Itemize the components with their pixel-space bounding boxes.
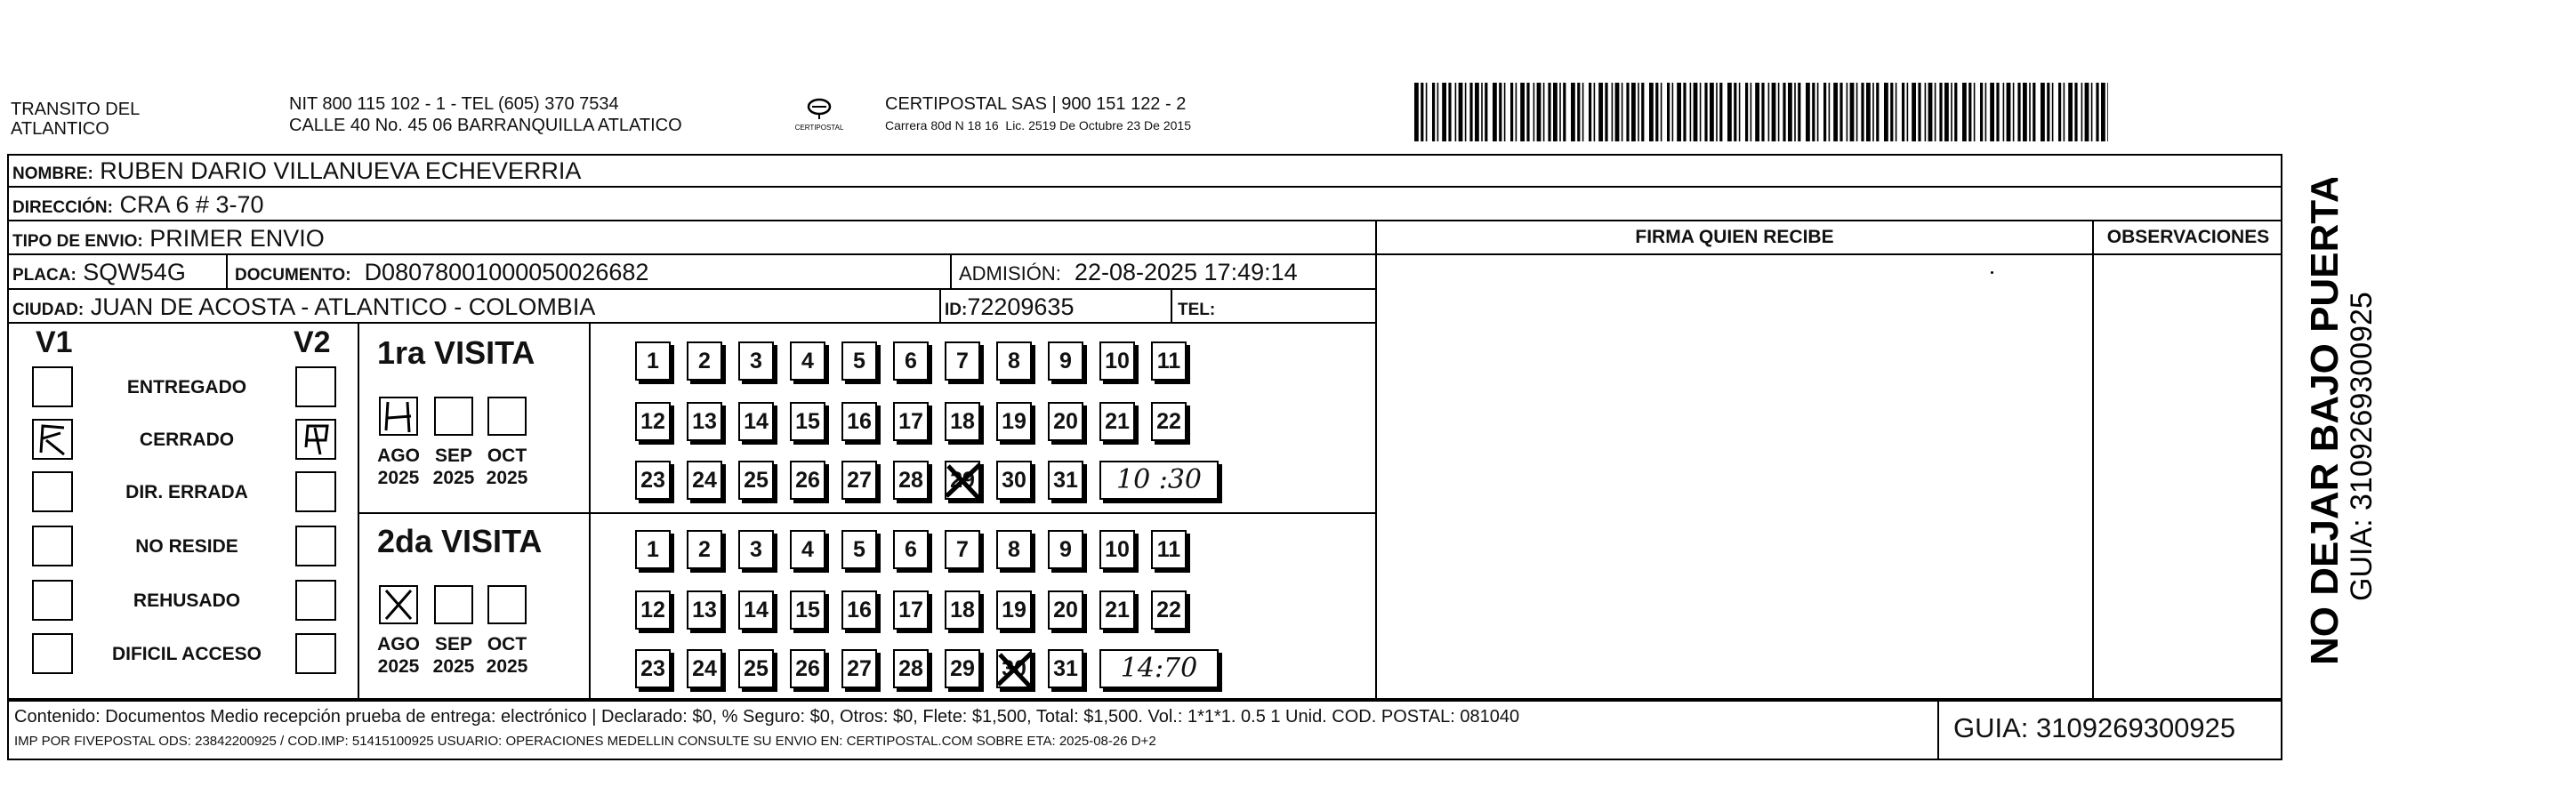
v1-checkbox[interactable] (32, 580, 73, 621)
v1-checkbox[interactable] (32, 419, 73, 460)
day-box[interactable]: 24 (687, 461, 722, 500)
month-checkbox[interactable] (379, 397, 418, 436)
day-box[interactable]: 9 (1048, 530, 1083, 569)
day-box[interactable]: 29 (945, 649, 980, 688)
v2-checkbox[interactable] (295, 419, 336, 460)
day-box[interactable]: 17 (893, 590, 929, 630)
day-box[interactable]: 14 (738, 590, 774, 630)
nombre-label: NOMBRE: (12, 165, 93, 183)
footer-guia: GUIA: 3109269300925 (1953, 712, 2236, 743)
day-box[interactable]: 25 (738, 649, 774, 688)
day-box[interactable]: 22 (1151, 590, 1187, 630)
day-box[interactable]: 4 (790, 341, 825, 381)
footer-contenido: Contenido: Documentos Medio recepción prueba de entrega: electrónico | Declarado: $0, % Seguro: $0, Otros: $0, Flete: $1,500, Total: $1,500. Vol.: 1*1*1. 0.5 1 Unid. COD. POSTAL: 081040 (14, 707, 1520, 727)
day-box[interactable]: 6 (893, 341, 929, 381)
v2-checkbox[interactable] (295, 366, 336, 407)
day-box[interactable]: 10 (1099, 341, 1135, 381)
v2-header: V2 (294, 325, 331, 359)
documento-value: D08078001000050026682 (364, 259, 649, 285)
v1-checkbox[interactable] (32, 366, 73, 407)
handwritten-time: 14:70 (1099, 649, 1219, 688)
logo-text: CERTIPOSTAL (794, 124, 844, 132)
day-box[interactable]: 24 (687, 649, 722, 688)
row-direccion (7, 188, 2282, 221)
day-box[interactable]: 28 (893, 461, 929, 500)
v1-checkbox[interactable] (32, 526, 73, 566)
v1-checkbox[interactable] (32, 633, 73, 674)
day-strike-mark (941, 457, 986, 503)
day-box[interactable]: 23 (635, 649, 671, 688)
direccion-label: DIRECCIÓN: (12, 198, 113, 217)
day-box[interactable]: 1 (635, 530, 671, 569)
id-value: 72209635 (967, 293, 1075, 320)
status-label: REHUSADO (133, 590, 241, 611)
day-box[interactable]: 28 (893, 649, 929, 688)
day-box[interactable]: 27 (841, 461, 877, 500)
direccion-value: CRA 6 # 3-70 (119, 191, 264, 218)
day-box[interactable]: 13 (687, 590, 722, 630)
row-ciudad (7, 290, 1375, 324)
row-nombre (7, 154, 2282, 188)
day-box[interactable]: 29 (945, 461, 980, 500)
signature-area (1375, 221, 2282, 700)
tel-label: TEL: (1178, 301, 1216, 319)
month-checkbox[interactable] (487, 585, 527, 624)
month-label: OCT 2025 (486, 446, 528, 488)
footer-box (7, 700, 2282, 760)
day-box[interactable]: 27 (841, 649, 877, 688)
footer-imp: IMP POR FIVEPOSTAL ODS: 23842200925 / COD.IMP: 51415100925 USUARIO: OPERACIONES MEDELLIN CONSULTE SU ENVIO EN: CERTIPOSTAL.COM SOBRE ETA: 2025-08-26 D+2 (14, 734, 1156, 749)
side-guia-text: GUIA: 3109269300925 (2345, 292, 2379, 601)
day-box[interactable]: 19 (996, 590, 1032, 630)
day-box[interactable]: 15 (790, 590, 825, 630)
no-dejar-text: NO DEJAR BAJO PUERTA (2303, 178, 2347, 665)
day-box[interactable]: 31 (1048, 461, 1083, 500)
status-label: NO RESIDE (135, 536, 238, 557)
certipostal-logo (770, 94, 868, 133)
month-checkbox[interactable] (434, 397, 473, 436)
tipo-value: PRIMER ENVIO (149, 225, 325, 252)
side-text (2291, 178, 2389, 667)
status-label: DIR. ERRADA (125, 482, 248, 502)
day-box[interactable]: 15 (790, 402, 825, 441)
day-box[interactable]: 20 (1048, 590, 1083, 630)
day-box[interactable]: 12 (635, 590, 671, 630)
day-box[interactable]: 2 (687, 530, 722, 569)
day-box[interactable]: 26 (790, 649, 825, 688)
barcode (1414, 83, 2108, 141)
day-box[interactable]: 3 (738, 341, 774, 381)
day-box[interactable]: 21 (1099, 590, 1135, 630)
day-box[interactable]: 4 (790, 530, 825, 569)
documento-label: DOCUMENTO: (235, 266, 351, 285)
month-label: OCT 2025 (486, 634, 528, 677)
ink-dot (1991, 271, 1993, 274)
day-box[interactable]: 6 (893, 530, 929, 569)
status-label: DIFICIL ACCESO (111, 644, 262, 664)
day-box[interactable]: 8 (996, 341, 1032, 381)
day-box[interactable]: 2 (687, 341, 722, 381)
company-detail: Carrera 80d N 18 16 Lic. 2519 De Octubre 23 De 2015 (885, 118, 1191, 132)
v2-checkbox[interactable] (295, 633, 336, 674)
day-box[interactable]: 20 (1048, 402, 1083, 441)
day-box[interactable]: 18 (945, 402, 980, 441)
month-label: AGO 2025 (377, 634, 420, 677)
day-box[interactable]: 11 (1151, 341, 1187, 381)
day-box[interactable]: 30 (996, 649, 1032, 688)
day-box[interactable]: 16 (841, 590, 877, 630)
day-box[interactable]: 17 (893, 402, 929, 441)
month-checkbox[interactable] (434, 585, 473, 624)
day-box[interactable]: 30 (996, 461, 1032, 500)
placa-label: PLACA: (12, 266, 76, 285)
day-box[interactable]: 22 (1151, 402, 1187, 441)
day-box[interactable]: 10 (1099, 530, 1135, 569)
day-box[interactable]: 25 (738, 461, 774, 500)
handwritten-mark (297, 421, 334, 458)
day-box[interactable]: 21 (1099, 402, 1135, 441)
handwritten-mark (34, 421, 71, 458)
month-checkbox[interactable] (379, 585, 418, 624)
admision-value: 22-08-2025 17:49:14 (1074, 259, 1298, 285)
day-box[interactable]: 16 (841, 402, 877, 441)
day-box[interactable]: 13 (687, 402, 722, 441)
day-box[interactable]: 31 (1048, 649, 1083, 688)
day-box[interactable]: 23 (635, 461, 671, 500)
placa-value: SQW54G (83, 259, 186, 285)
visit-title: 2da VISITA (377, 523, 543, 559)
v2-checkbox[interactable] (295, 580, 336, 621)
month-label: AGO 2025 (377, 446, 420, 488)
admision-label: ADMISIÓN: (959, 262, 1061, 285)
month-checkbox[interactable] (487, 397, 527, 436)
handwritten-time: 10 :30 (1099, 461, 1219, 500)
day-box[interactable]: 19 (996, 402, 1032, 441)
observaciones-label: OBSERVACIONES (2094, 221, 2282, 255)
day-box[interactable]: 7 (945, 530, 980, 569)
nombre-value: RUBEN DARIO VILLANUEVA ECHEVERRIA (100, 157, 582, 184)
row-tipo (7, 221, 1375, 255)
v2-checkbox[interactable] (295, 526, 336, 566)
day-box[interactable]: 12 (635, 402, 671, 441)
tipo-label: TIPO DE ENVIO: (12, 232, 143, 251)
v2-checkbox[interactable] (295, 471, 336, 512)
ciudad-value: JUAN DE ACOSTA - ATLANTICO - COLOMBIA (90, 293, 596, 320)
v1-checkbox[interactable] (32, 471, 73, 512)
day-box[interactable]: 5 (841, 341, 877, 381)
row-placa (7, 255, 1375, 290)
status-label: CERRADO (139, 430, 235, 450)
company-name: CERTIPOSTAL SAS | 900 151 122 - 2 (885, 94, 1187, 114)
day-box[interactable]: 7 (945, 341, 980, 381)
day-box[interactable]: 5 (841, 530, 877, 569)
day-box[interactable]: 9 (1048, 341, 1083, 381)
id-label: ID: (945, 301, 968, 319)
month-label: SEP 2025 (432, 446, 475, 488)
day-box[interactable]: 3 (738, 530, 774, 569)
sender-name: TRANSITO DEL ATLANTICO (11, 100, 141, 139)
day-box[interactable]: 18 (945, 590, 980, 630)
month-label: SEP 2025 (432, 634, 475, 677)
v1-header: V1 (36, 325, 73, 359)
day-box[interactable]: 26 (790, 461, 825, 500)
sender-address: CALLE 40 No. 45 06 BARRANQUILLA ATLATICO (289, 116, 682, 135)
status-label: ENTREGADO (126, 377, 247, 398)
visit-title: 1ra VISITA (377, 334, 535, 371)
day-box[interactable]: 14 (738, 402, 774, 441)
ciudad-label: CIUDAD: (12, 301, 85, 319)
day-strike-mark (993, 646, 1037, 692)
day-box[interactable]: 8 (996, 530, 1032, 569)
firma-label: FIRMA QUIEN RECIBE (1377, 221, 2092, 255)
day-box[interactable]: 1 (635, 341, 671, 381)
day-box[interactable]: 11 (1151, 530, 1187, 569)
sender-nit: NIT 800 115 102 - 1 - TEL (605) 370 7534 (289, 94, 619, 114)
